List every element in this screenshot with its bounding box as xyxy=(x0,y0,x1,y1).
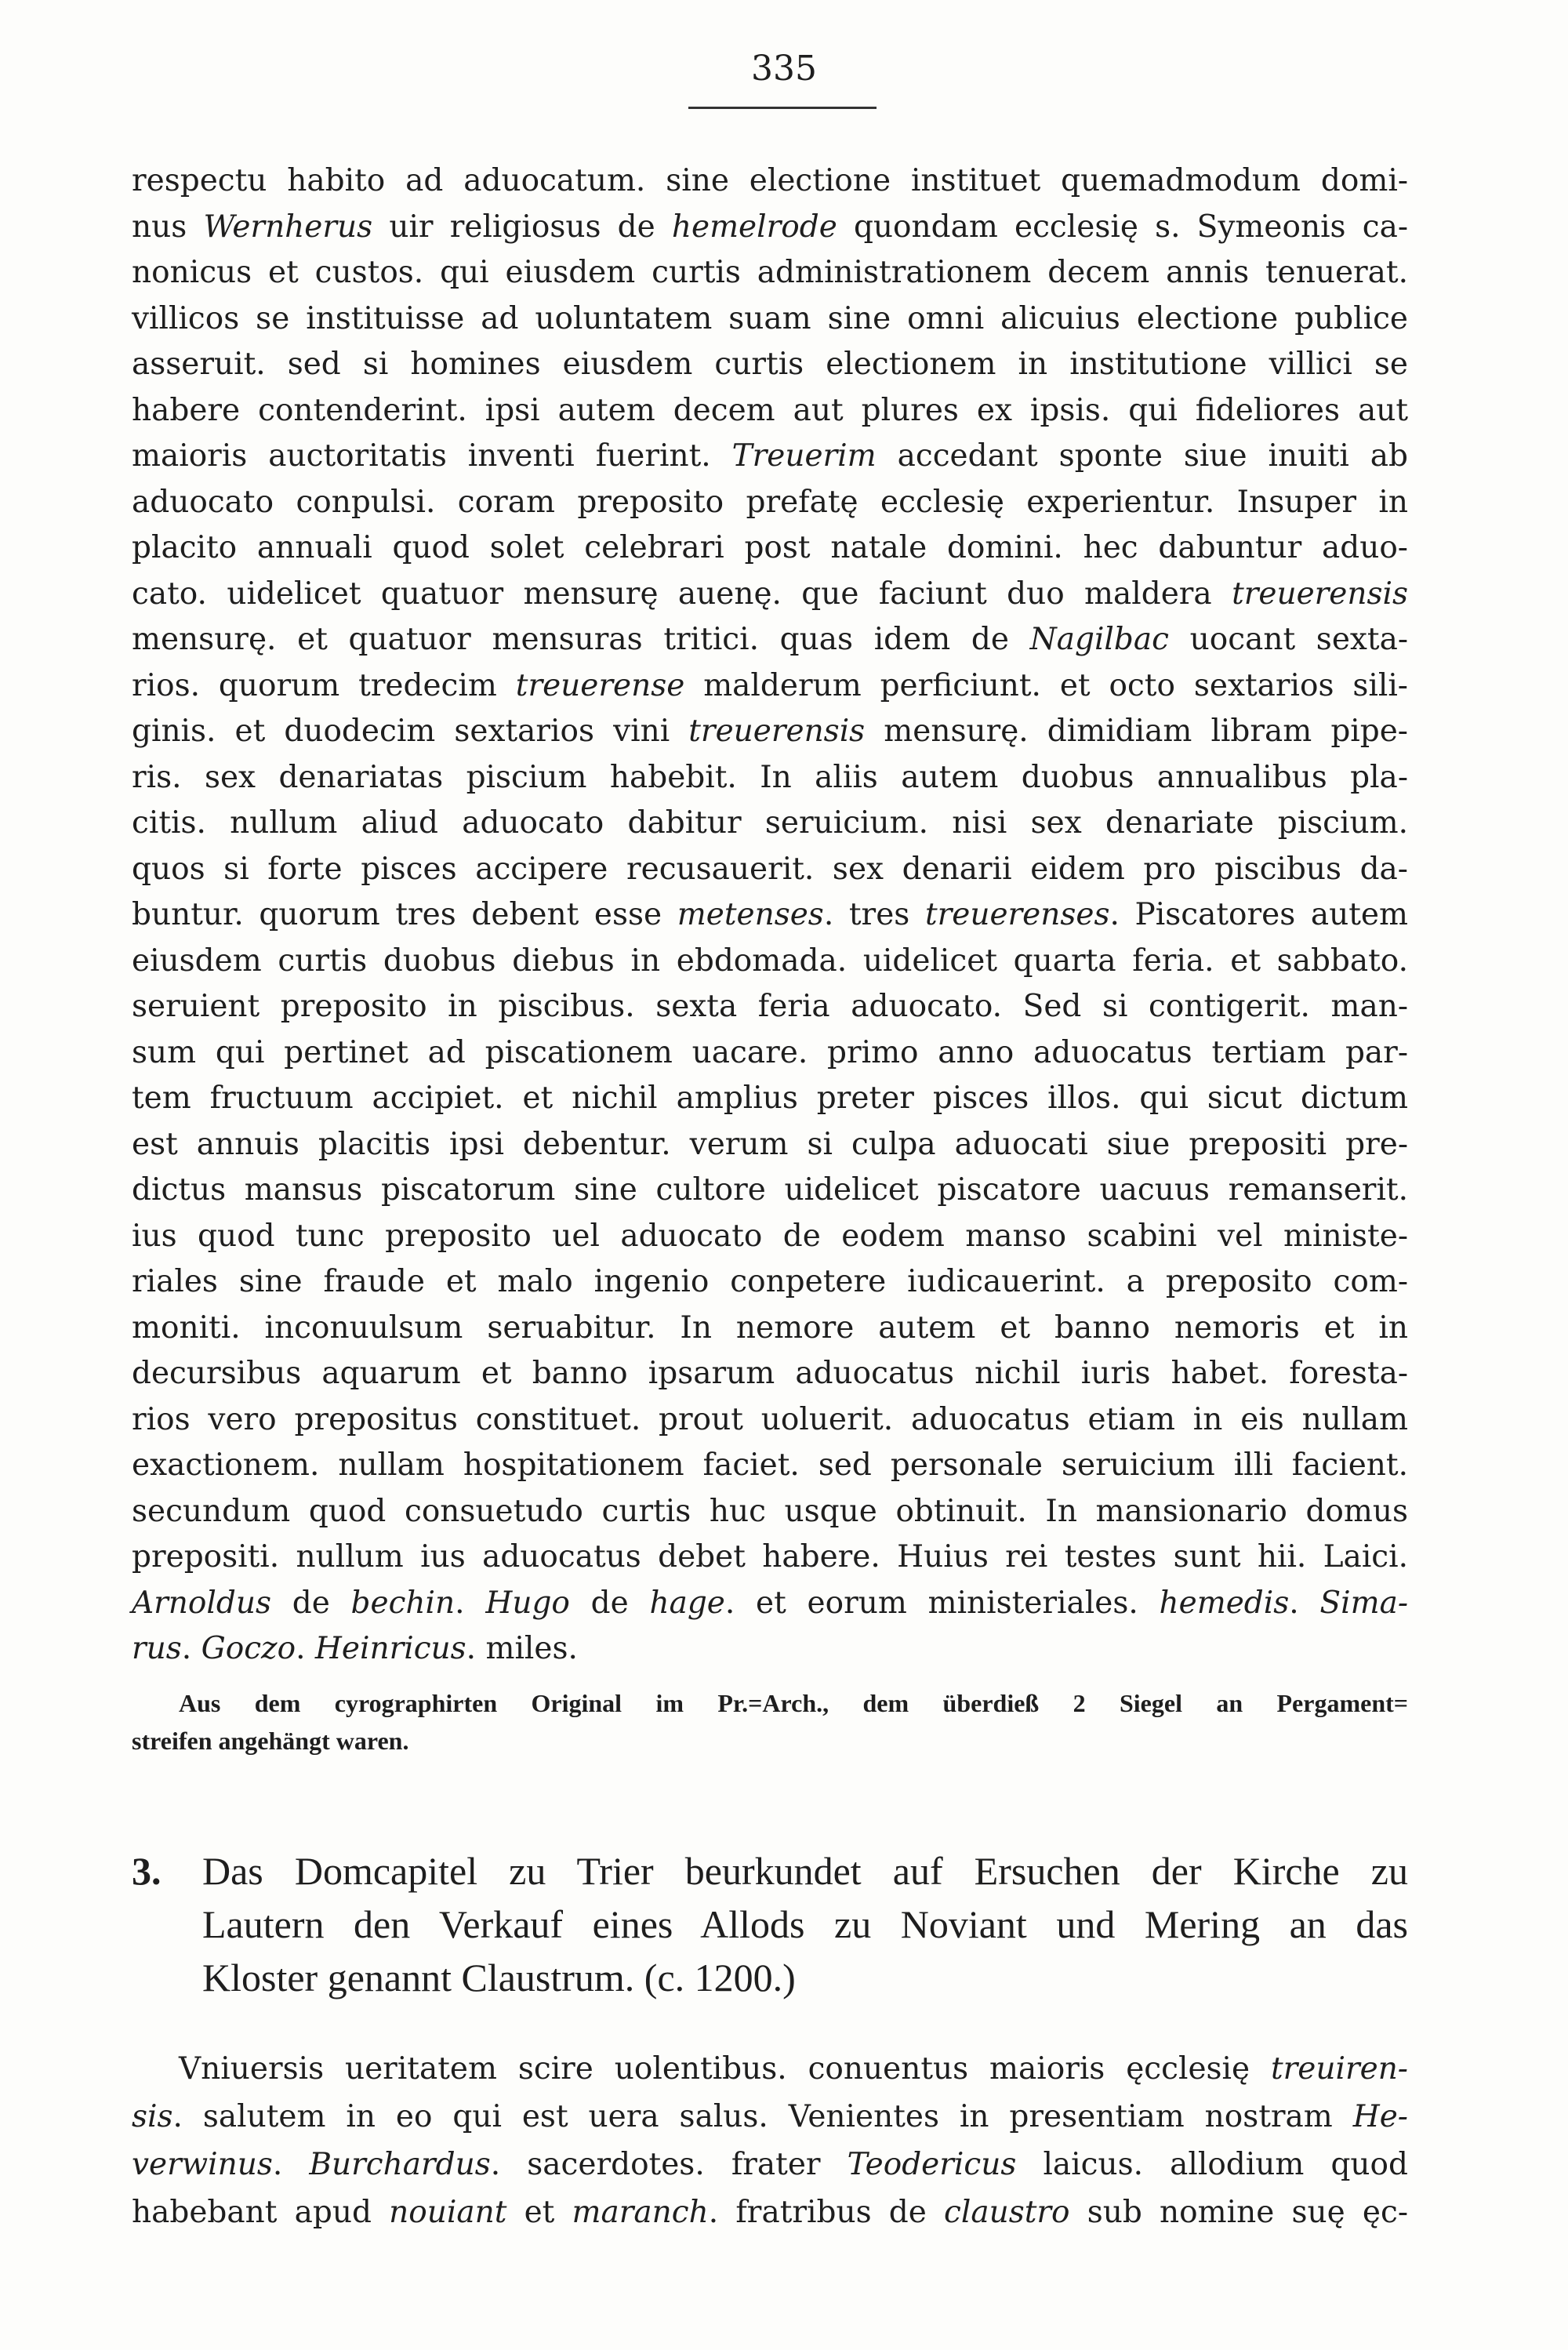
italic-name: bechin xyxy=(350,1585,456,1621)
text-segment: maioris auctoritatis inventi fuerint. xyxy=(132,438,732,474)
text-segment: . xyxy=(1289,1585,1320,1621)
text-segment: mensurę. dimidiam libram pipe- xyxy=(865,714,1408,749)
text-segment: de xyxy=(270,1585,351,1621)
italic-name: rus xyxy=(132,1631,182,1666)
text-line xyxy=(132,2093,1408,2141)
italic-name: Sima- xyxy=(1319,1585,1408,1621)
text-segment: asseruit. sed si homines eiusdem curtis electionem in institutione villici se xyxy=(132,347,1408,382)
text-segment: habebant apud xyxy=(132,2195,390,2230)
text-segment: rios. quorum tredecim xyxy=(132,667,516,703)
text-segment: ris. sex denariatas piscium habebit. In aliis autem duobus annualibus pla- xyxy=(132,759,1408,795)
text-line xyxy=(132,388,1408,434)
text-line xyxy=(132,296,1408,343)
text-segment: accedant sponte siue inuiti ab xyxy=(876,438,1408,474)
italic-name: treuerenses xyxy=(924,897,1110,932)
text-segment: villicos se instituisse ad uoluntatem suam sine omni alicuius electione publice xyxy=(132,300,1408,336)
page-number: 335 xyxy=(751,49,817,89)
italic-name: nouiant xyxy=(389,2195,507,2230)
italic-name: He- xyxy=(1352,2099,1408,2134)
text-segment: ius quod tunc preposito uel aduocato de eodem manso scabini vel ministe- xyxy=(132,1218,1408,1254)
section-heading xyxy=(132,1844,1408,2004)
charter-text xyxy=(132,158,1408,1673)
text-segment: exactionem. nullam hospitationem faciet. sed personale seruicium illi facient. xyxy=(132,1447,1408,1483)
text-line xyxy=(132,1168,1408,1214)
text-segment: sum qui pertinet ad piscationem uacare. primo anno aduocatus tertiam par- xyxy=(132,1034,1408,1070)
text-segment: nonicus et custos. qui eiusdem curtis administrationem decem annis tenuerat. xyxy=(132,255,1408,290)
text-line xyxy=(132,342,1408,388)
text-line xyxy=(132,1076,1408,1122)
text-segment: eiusdem curtis duobus diebus in ebdomada. uidelicet quarta feria. et sabbato. xyxy=(132,943,1408,979)
text-line xyxy=(132,434,1408,480)
italic-name: Heinricus xyxy=(314,1631,466,1666)
text-line xyxy=(132,1581,1408,1627)
text-line xyxy=(132,1397,1408,1444)
header-rule xyxy=(688,107,877,109)
italic-name: hemelrode xyxy=(671,209,837,245)
text-segment: tem fructuum accipiet. et nichil amplius preter pisces illos. qui sicut dictum xyxy=(132,1081,1408,1116)
italic-name: metenses xyxy=(677,897,824,932)
text-segment: laicus. allodium quod xyxy=(1016,2147,1408,2182)
text-segment: secundum quod consuetudo curtis huc usque obtinuit. In mansionario domus xyxy=(132,1493,1408,1529)
italic-name: sis xyxy=(132,2099,173,2134)
text-line xyxy=(132,939,1408,985)
text-line xyxy=(132,2188,1408,2236)
section-number: 3. xyxy=(132,1849,162,1893)
text-line xyxy=(132,525,1408,572)
text-segment: Vniuersis ueritatem scire uolentibus. conuentus maioris ęcclesię xyxy=(179,2051,1271,2087)
text-segment: seruient preposito in piscibus. sexta feria aduocato. Sed si contigerit. man- xyxy=(132,989,1408,1024)
italic-name: treuerensis xyxy=(1232,576,1408,612)
text-line xyxy=(132,480,1408,526)
text-segment: . xyxy=(296,1631,315,1666)
text-segment: dictus mansus piscatorum sine cultore uidelicet piscatore uacuus remanserit. xyxy=(132,1172,1408,1208)
italic-name: treuiren- xyxy=(1270,2051,1408,2087)
text-segment: et xyxy=(506,2195,572,2230)
text-line xyxy=(132,892,1408,939)
text-segment: cato. uidelicet quatuor mensurę auenę. que faciunt duo maldera xyxy=(132,576,1232,612)
italic-name: claustro xyxy=(944,2195,1070,2230)
italic-name: Hugo xyxy=(485,1585,570,1621)
text-line xyxy=(132,205,1408,251)
text-line xyxy=(132,250,1408,296)
italic-name: Wernherus xyxy=(203,209,373,245)
text-line xyxy=(132,2141,1408,2188)
text-segment: respectu habito ad aduocatum. sine electione instituet quemadmodum domi- xyxy=(132,163,1408,198)
text-segment: ginis. et duodecim sextarios vini xyxy=(132,714,689,749)
italic-name: hemedis xyxy=(1159,1585,1290,1621)
text-segment: malderum perficiunt. et octo sextarios sili- xyxy=(684,667,1408,703)
text-segment: . salutem in eo qui est uera salus. Venientes in presentiam nostram xyxy=(172,2099,1353,2134)
text-line xyxy=(132,755,1408,801)
text-segment: uir religiosus de xyxy=(372,209,672,245)
text-segment: quos si forte pisces accipere recusauerit. sex denarii eidem pro piscibus da- xyxy=(132,851,1408,887)
text-segment: buntur. quorum tres debent esse xyxy=(132,897,677,932)
text-line xyxy=(132,1351,1408,1397)
italic-name: Teodericus xyxy=(847,2147,1017,2182)
text-line xyxy=(132,1306,1408,1352)
italic-name: maranch xyxy=(572,2195,709,2230)
section-text xyxy=(132,2045,1408,2236)
footnote xyxy=(132,1684,1408,1760)
text-line xyxy=(132,1122,1408,1168)
text-segment: . xyxy=(272,2147,310,2182)
text-segment: habere contenderint. ipsi autem decem aut plures ex ipsis. qui fideliores aut xyxy=(132,392,1408,428)
text-line xyxy=(132,1443,1408,1489)
text-line xyxy=(132,801,1408,847)
text-line xyxy=(132,1489,1408,1535)
text-segment: . et eorum ministeriales. xyxy=(724,1585,1160,1621)
text-segment: sub nomine suę ęc- xyxy=(1069,2195,1409,2230)
italic-name: Arnoldus xyxy=(132,1585,271,1621)
text-line xyxy=(132,663,1408,710)
text-segment: . miles. xyxy=(466,1631,578,1666)
text-segment: mensurę. et quatuor mensuras tritici. quas idem de xyxy=(132,622,1030,657)
italic-name: Treuerim xyxy=(731,438,877,474)
footnote-line: streifen angehängt waren. xyxy=(132,1727,409,1755)
text-segment: riales sine fraude et malo ingenio conpetere iudicauerint. a preposito com- xyxy=(132,1264,1408,1299)
text-segment: . sacerdotes. frater xyxy=(490,2147,848,2182)
text-line xyxy=(132,158,1408,205)
text-segment: placito annuali quod solet celebrari post natale domini. hec dabuntur aduo- xyxy=(132,530,1408,565)
italic-name: Nagilbac xyxy=(1029,622,1169,657)
section-title-line: Das Domcapitel zu Trier beurkundet auf Ersuchen der Kirche zu xyxy=(202,1849,1408,1893)
text-segment: moniti. inconuulsum seruabitur. In nemore autem et banno nemoris et in xyxy=(132,1309,1408,1346)
text-line xyxy=(132,617,1408,663)
section-title-line: Kloster genannt Claustrum. (c. 1200.) xyxy=(202,1956,796,1999)
text-segment: citis. nullum aliud aduocato dabitur seruicium. nisi sex denariate piscium. xyxy=(132,805,1408,841)
text-line xyxy=(132,1214,1408,1260)
text-line xyxy=(132,572,1408,618)
text-segment: . fratribus de xyxy=(708,2195,945,2230)
text-line xyxy=(132,1626,1408,1673)
italic-name: Goczo xyxy=(201,1631,296,1666)
text-segment: uocant sexta- xyxy=(1168,622,1408,657)
text-segment: . xyxy=(181,1631,201,1666)
text-segment: . Piscatores autem xyxy=(1109,897,1408,932)
text-segment: rios vero prepositus constituet. prout uoluerit. aduocatus etiam in eis nullam xyxy=(132,1401,1408,1437)
text-segment: aduocato conpulsi. coram preposito prefatę ecclesię experientur. Insuper in xyxy=(132,484,1408,520)
italic-name: treuerense xyxy=(515,667,685,703)
text-line xyxy=(132,2045,1408,2093)
text-segment: . tres xyxy=(823,897,925,932)
italic-name: verwinus xyxy=(132,2147,273,2182)
section-title-line: Lautern den Verkauf eines Allods zu Noviant und Mering an das xyxy=(202,1902,1408,1946)
text-segment: nus xyxy=(132,209,204,245)
text-segment: . xyxy=(455,1585,486,1621)
text-segment: decursibus aquarum et banno ipsarum aduocatus nichil iuris habet. foresta- xyxy=(132,1356,1408,1391)
text-line xyxy=(132,984,1408,1030)
italic-name: treuerensis xyxy=(688,714,866,749)
text-line xyxy=(132,1259,1408,1306)
text-segment: quondam ecclesię s. Symeonis ca- xyxy=(837,209,1408,245)
text-segment: prepositi. nullum ius aduocatus debet habere. Huius rei testes sunt hii. Laici. xyxy=(132,1539,1408,1575)
text-line xyxy=(132,1535,1408,1581)
text-line xyxy=(132,1030,1408,1077)
text-segment: est annuis placitis ipsi debentur. verum si culpa aduocati siue prepositi pre- xyxy=(132,1126,1408,1162)
italic-name: hage xyxy=(649,1585,725,1621)
text-line xyxy=(132,847,1408,893)
text-line xyxy=(132,709,1408,755)
text-segment: de xyxy=(569,1585,650,1621)
footnote-line: Aus dem cyrographirten Original im Pr.=Arch., dem überdieß 2 Siegel an Pergament= xyxy=(179,1689,1408,1717)
italic-name: Burchardus xyxy=(309,2147,491,2182)
